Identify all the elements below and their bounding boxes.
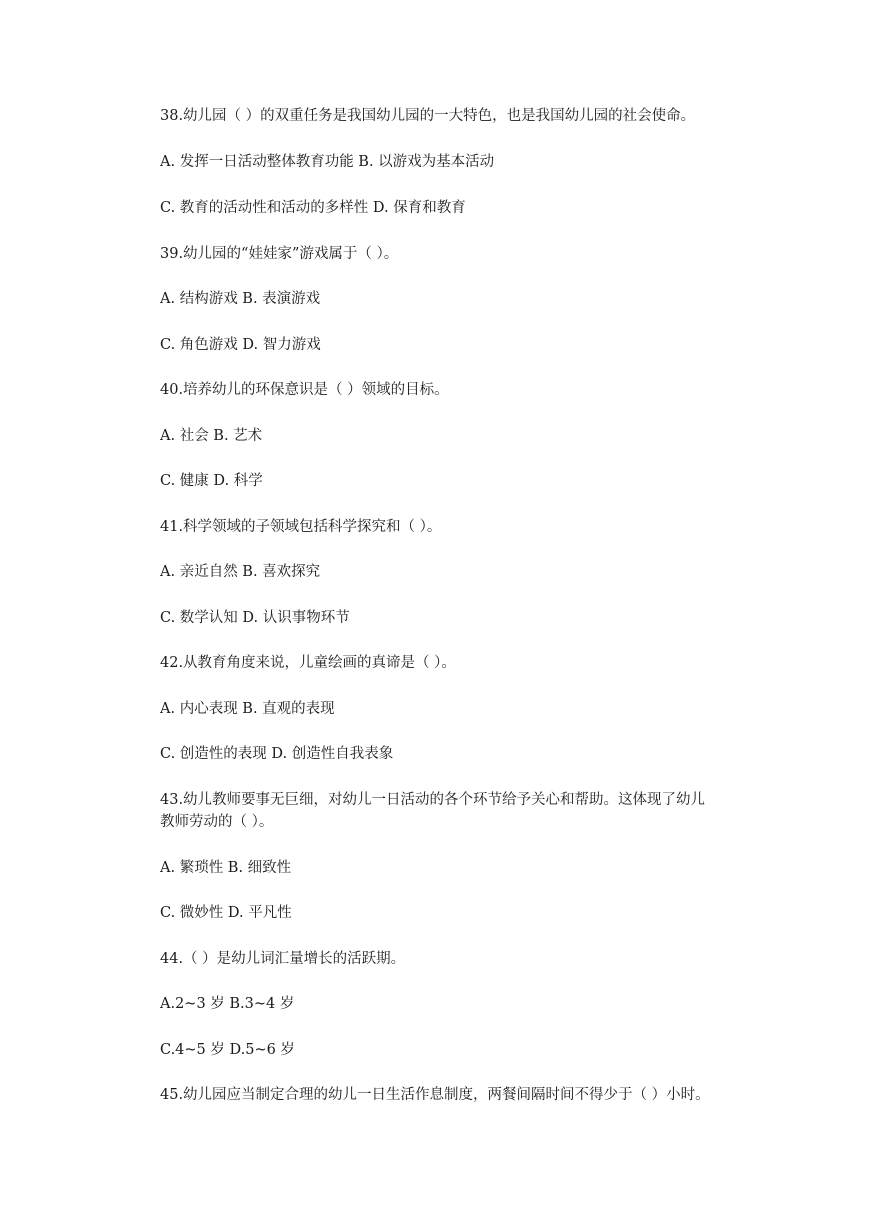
question-40-options-ab: A. 社会 B. 艺术 <box>160 428 263 444</box>
question-45-stem: 45.幼儿园应当制定合理的幼儿一日生活作息制度，两餐间隔时间不得少于（ ）小时。 <box>160 1087 710 1103</box>
question-41-options-cd: C. 数学认知 D. 认识事物环节 <box>160 610 350 626</box>
question-44-options-cd: C.4~5 岁 D.5~6 岁 <box>160 1042 295 1058</box>
question-39-options-cd: C. 角色游戏 D. 智力游戏 <box>160 337 321 353</box>
question-44-stem: 44.（ ）是幼儿词汇量增长的活跃期。 <box>160 951 406 967</box>
question-43-stem-line1: 43.幼儿教师要事无巨细，对幼儿一日活动的各个环节给予关心和帮助。这体现了幼儿 <box>160 792 706 808</box>
question-43-options-cd: C. 微妙性 D. 平凡性 <box>160 905 292 921</box>
question-39-stem: 39.幼儿园的“娃娃家”游戏属于（ ）。 <box>160 246 399 262</box>
question-43-options-ab: A. 繁琐性 B. 细致性 <box>160 860 292 876</box>
question-42-options-ab: A. 内心表现 B. 直观的表现 <box>160 701 335 717</box>
question-40-stem: 40.培养幼儿的环保意识是（ ）领域的目标。 <box>160 382 449 398</box>
question-44-options-ab: A.2~3 岁 B.3~4 岁 <box>160 996 295 1012</box>
question-39-options-ab: A. 结构游戏 B. 表演游戏 <box>160 291 321 307</box>
question-41-options-ab: A. 亲近自然 B. 喜欢探究 <box>160 564 321 580</box>
question-38-options-ab: A. 发挥一日活动整体教育功能 B. 以游戏为基本活动 <box>160 154 495 170</box>
question-38-options-cd: C. 教育的活动性和活动的多样性 D. 保育和教育 <box>160 200 466 216</box>
question-42-stem: 42.从教育角度来说，儿童绘画的真谛是（ ）。 <box>160 655 456 671</box>
question-41-stem: 41.科学领域的子领域包括科学探究和（ ）。 <box>160 519 442 535</box>
question-42-options-cd: C. 创造性的表现 D. 创造性自我表象 <box>160 746 394 762</box>
question-43-stem-line2: 教师劳动的（ ）。 <box>160 814 274 830</box>
question-40-options-cd: C. 健康 D. 科学 <box>160 473 263 489</box>
question-38-stem: 38.幼儿园（ ）的双重任务是我国幼儿园的一大特色，也是我国幼儿园的社会使命。 <box>160 108 696 124</box>
